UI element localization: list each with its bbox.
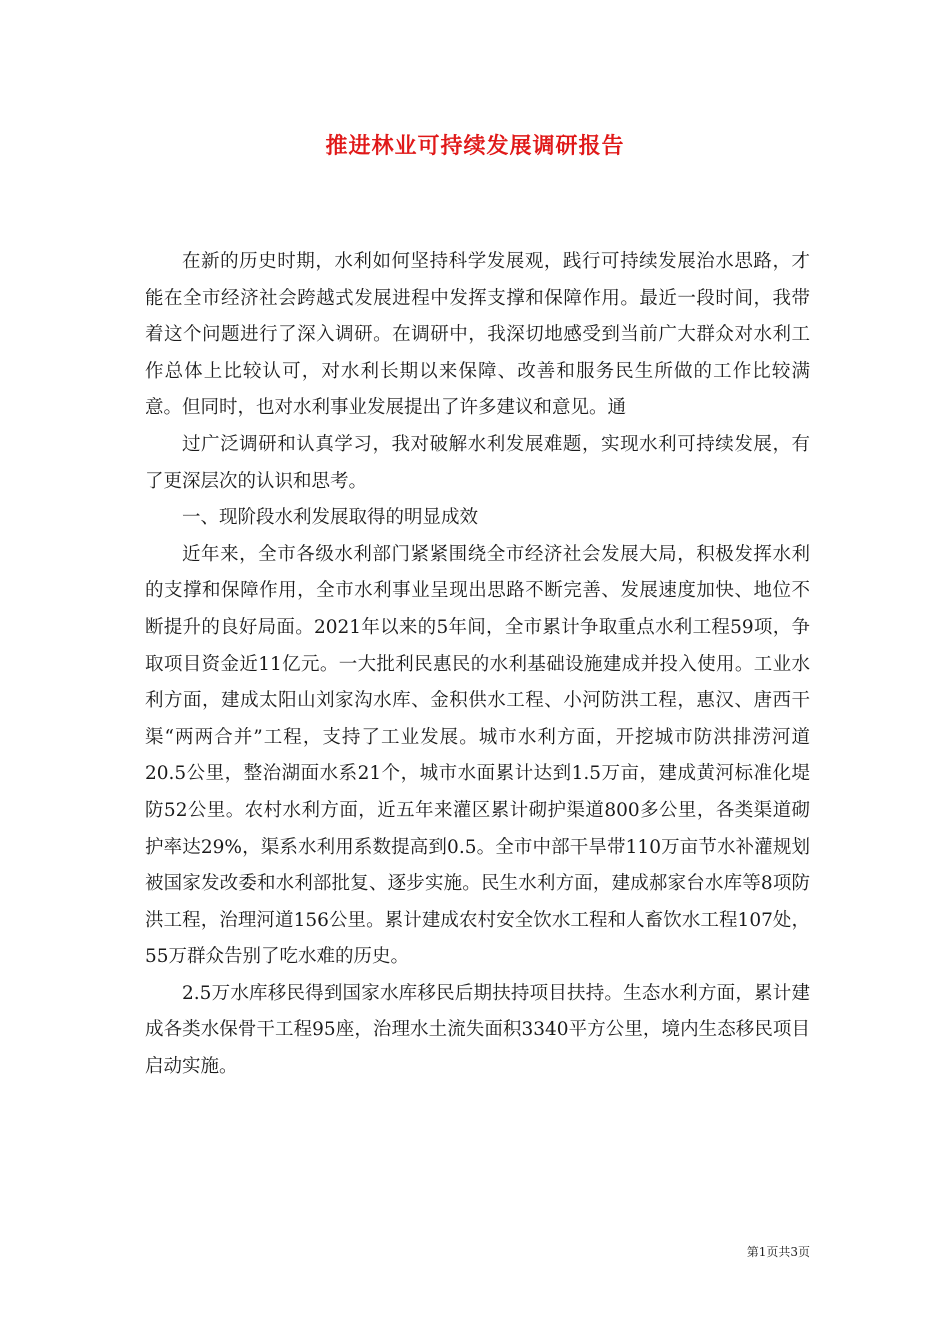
paragraph-intro: 在新的历史时期，水利如何坚持科学发展观，践行可持续发展治水思路，才能在全市经济社会跨越式发展进程中发挥支撑和保障作用。最近一段时间，我带着这个问题进行了深入调研。在调研中，我深切地感受到当前广大群众对水利工作总体上比较认可，对水利长期以来保障、改善和服务民生所做的工作比较满意。但同时，也对水利事业发展提出了许多建议和意见。通 — [145, 251, 810, 419]
paragraph-ecology: 2.5万水库移民得到国家水库移民后期扶持项目扶持。生态水利方面，累计建成各类水保骨干工程95座，治理水土流失面积3340平方公里，境内生态移民项目启动实施。 — [145, 982, 810, 1078]
document-title: 推进林业可持续发展调研报告 — [325, 133, 625, 159]
paragraph-continuation: 过广泛调研和认真学习，我对破解水利发展难题，实现水利可持续发展，有了更深层次的认识和思考。 — [145, 433, 810, 492]
paragraph-achievements: 近年来，全市各级水利部门紧紧围绕全市经济社会发展大局，积极发挥水利的支撑和保障作用，全市水利事业呈现出思路不断完善、发展速度加快、地位不断提升的良好局面。2021年以来的5年间，全市累计争取重点水利工程59项，争取项目资金近11亿元。一大批利民惠民的水利基础设施建成并投入使用。工业水利方面，建成太阳山刘家沟水库、金积供水工程、小河防洪工程，惠汉、唐西干渠“两两合并”工程，支持了工业发展。城市水利方面，开挖城市防洪排涝河道20.5公里，整治湖面水系21个，城市水面累计达到1.5万亩，建成黄河标准化堤防52公里。农村水利方面，近五年来灌区累计砌护渠道800多公里，各类渠道砌护率达29%，渠系水利用系数提高到0.5。全市中部干旱带110万亩节水补灌规划被国家发改委和水利部批复、逐步实施。民生水利方面，建成郝家台水库等8项防洪工程，治理河道156公里。累计建成农村安全饮水工程和人畜饮水工程107处，55万群众告别了吃水难的历史。 — [145, 543, 810, 968]
document-body — [145, 244, 810, 1086]
page-number: 第1页共3页 — [746, 1245, 810, 1259]
section-heading: 一、现阶段水利发展取得的明显成效 — [182, 507, 479, 529]
